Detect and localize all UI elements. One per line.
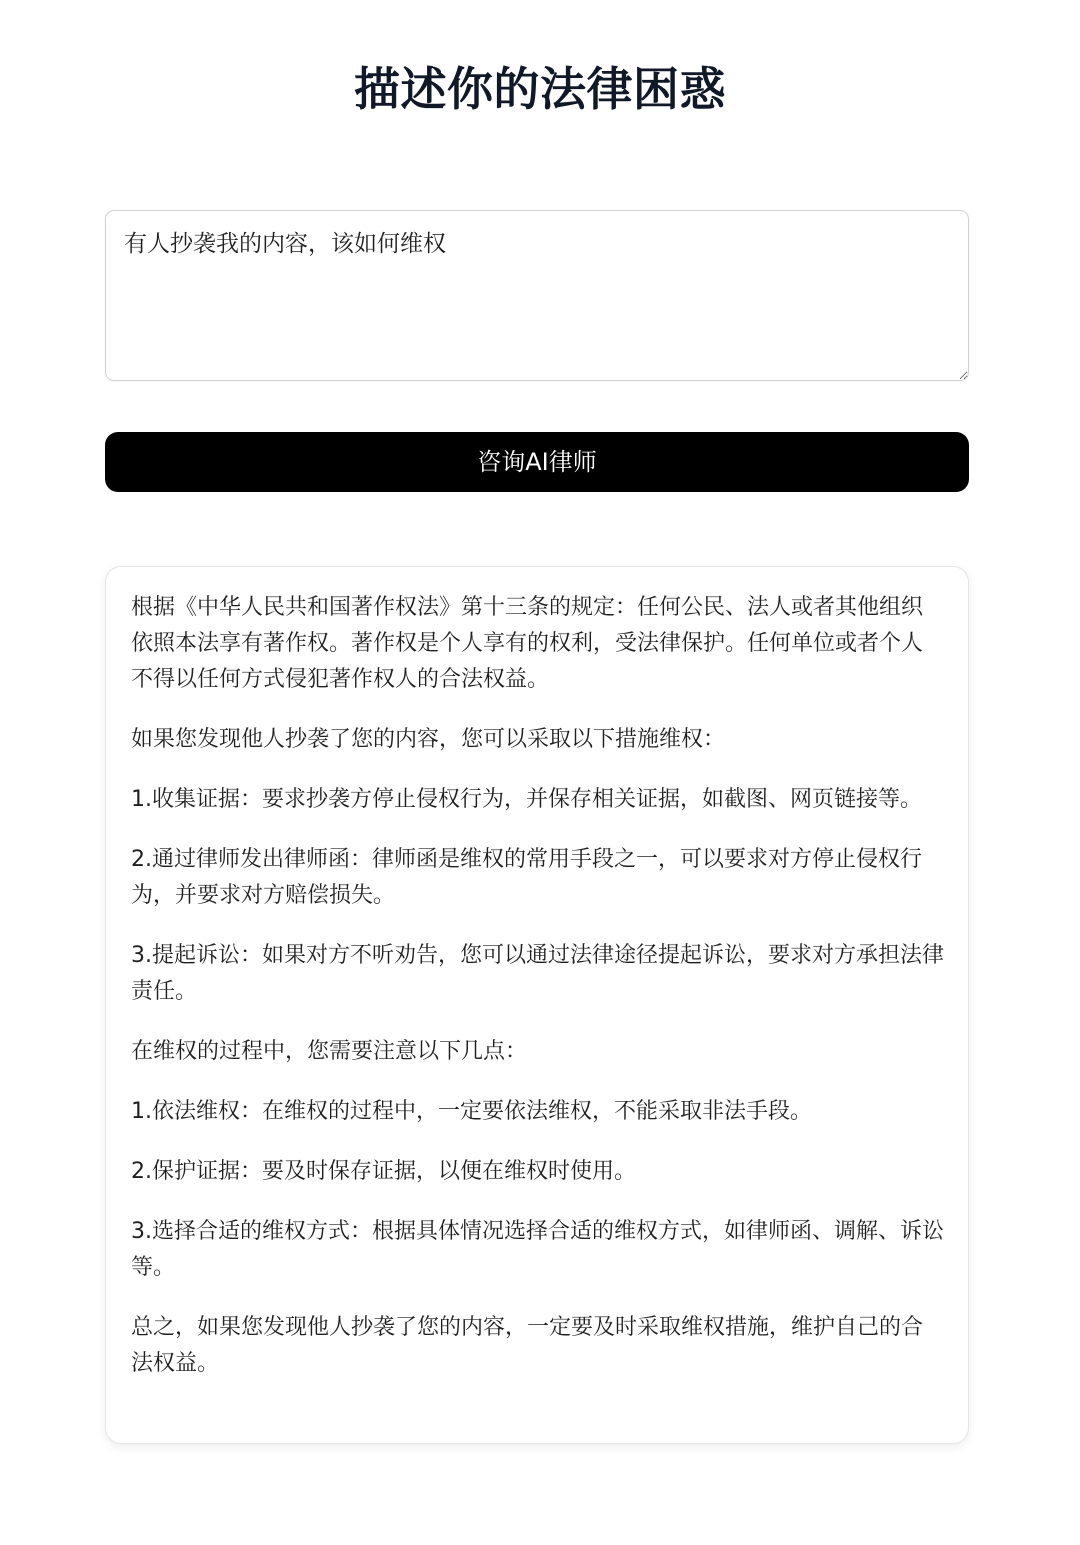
question-input[interactable] xyxy=(105,210,969,381)
answer-paragraph: 根据《中华人民共和国著作权法》第十三条的规定：任何公民、法人或者其他组织依照本法享有著作权。著作权是个人享有的权利，受法律保护。任何单位或者个人不得以任何方式侵犯著作权人的合法权益。 xyxy=(131,595,924,692)
answer-paragraph: 3.选择合适的维权方式：根据具体情况选择合适的维权方式，如律师函、调解、诉讼等。 xyxy=(131,1219,944,1280)
answer-paragraph: 3.提起诉讼：如果对方不听劝告，您可以通过法律途径提起诉讼，要求对方承担法律责任。 xyxy=(131,943,944,1004)
answer-paragraph: 1.依法维权：在维权的过程中，一定要依法维权，不能采取非法手段。 xyxy=(131,1099,812,1124)
answer-paragraph: 1.收集证据：要求抄袭方停止侵权行为，并保存相关证据，如截图、网页链接等。 xyxy=(131,787,922,812)
consult-ai-lawyer-button[interactable]: 咨询AI律师 xyxy=(105,432,969,492)
answer-paragraph: 2.通过律师发出律师函：律师函是维权的常用手段之一，可以要求对方停止侵权行为，并要求对方赔偿损失。 xyxy=(131,847,922,908)
answer-paragraph: 在维权的过程中，您需要注意以下几点： xyxy=(131,1039,528,1064)
page-title: 描述你的法律困惑 xyxy=(354,62,726,116)
answer-paragraph: 2.保护证据：要及时保存证据，以便在维权时使用。 xyxy=(131,1159,636,1184)
answer-paragraph: 如果您发现他人抄袭了您的内容，您可以采取以下措施维权： xyxy=(131,727,726,752)
answer-card xyxy=(105,566,969,1444)
answer-paragraph: 总之，如果您发现他人抄袭了您的内容，一定要及时采取维权措施，维护自己的合法权益。 xyxy=(131,1315,924,1376)
